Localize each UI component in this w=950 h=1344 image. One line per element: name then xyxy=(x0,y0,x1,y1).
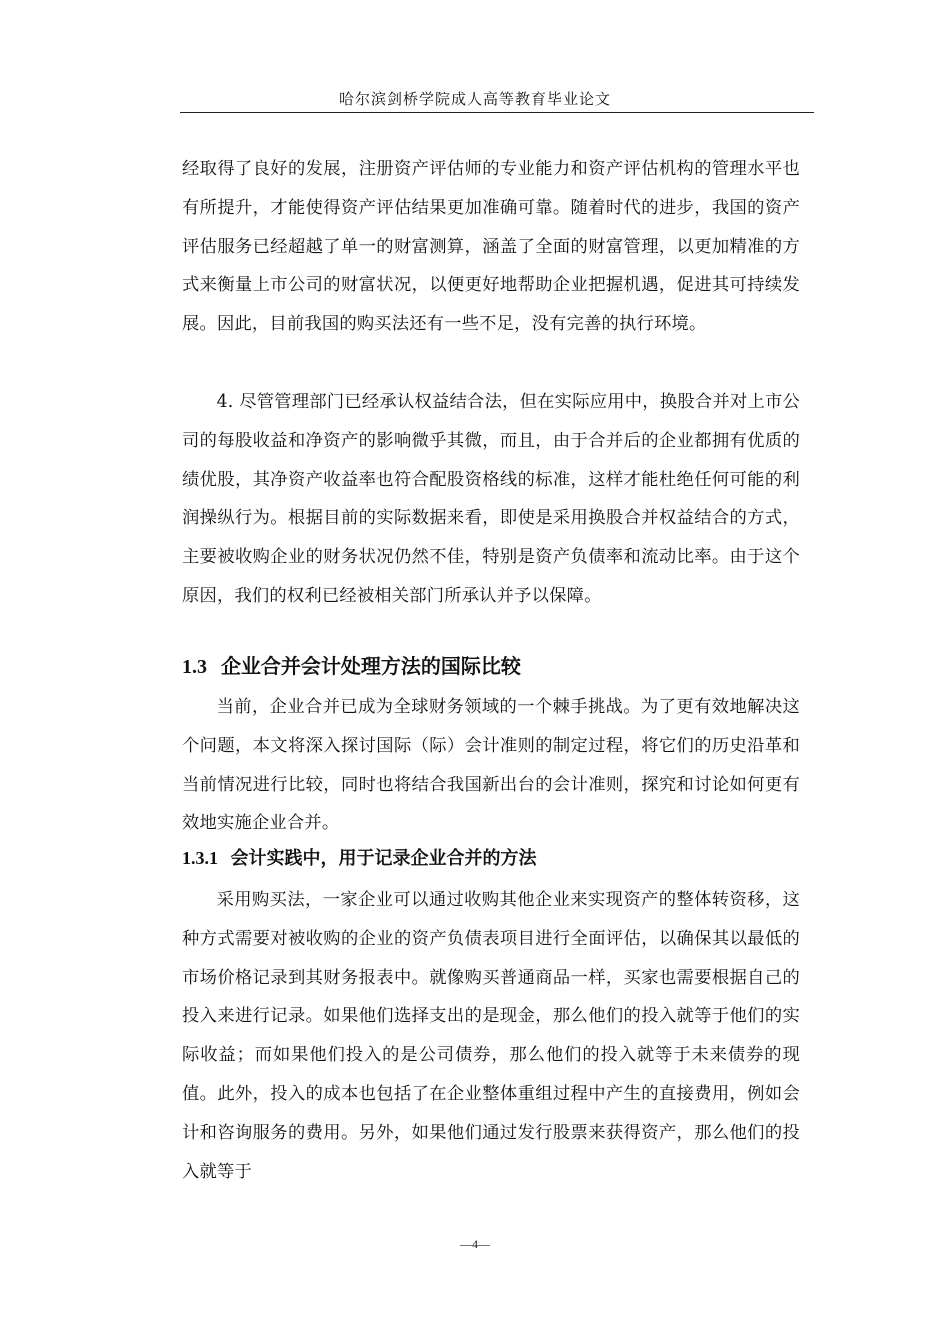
page-header-title: 哈尔滨剑桥学院成人高等教育毕业论文 xyxy=(338,90,611,108)
paragraph-purchase-method: 采用购买法，一家企业可以通过收购其他企业来实现资产的整体转资移，这种方式需要对被收购的企业的资产负债表项目进行全面评估，以确保其以最低的市场价格记录到其财务报表中。就像购买普通商品一样，买家也需要根据自己的投入来进行记录。如果他们选择支出的是现金，那么他们的投入就等于他们的实际收益；而如果他们投入的是公司债券，那么他们的投入就等于未来债券的现值。此外，投入的成本也包括了在企业整体重组过程中产生的直接费用，例如会计和咨询服务的费用。另外，如果他们通过发行股票来获得资产，那么他们的投入就等于 xyxy=(182,890,800,1182)
subsection-heading-1-3-1 xyxy=(182,844,537,870)
paragraph-item-4: 4. 尽管管理部门已经承认权益结合法，但在实际应用中，换股合并对上市公司的每股收益和净资产的影响微乎其微，而且，由于合并后的企业都拥有优质的绩优股，其净资产收益率也符合配股资格线的标准，这样才能杜绝任何可能的利润操纵行为。根据目前的实际数据来看，即使是采用换股合并权益结合的方式，主要被收购企业的财务状况仍然不佳，特别是资产负债率和流动比率。由于这个原因，我们的权利已经被相关部门所承认并予以保障。 xyxy=(182,392,800,606)
paragraph-intro: 当前，企业合并已成为全球财务领域的一个棘手挑战。为了更有效地解决这个问题，本文将深入探讨国际（际）会计准则的制定过程，将它们的历史沿革和当前情况进行比较，同时也将结合我国新出台的会计准则，探究和讨论如何更有效地实施企业合并。 xyxy=(182,697,800,834)
subsection-title: 会计实践中，用于记录企业合并的方法 xyxy=(230,848,537,869)
subsection-number: 1.3.1 xyxy=(182,848,218,868)
page-number: —4— xyxy=(460,1237,490,1251)
header-divider xyxy=(180,112,814,113)
paragraph-continuation: 经取得了良好的发展，注册资产评估师的专业能力和资产评估机构的管理水平也有所提升，才能使得资产评估结果更加准确可靠。随着时代的进步，我国的资产评估服务已经超越了单一的财富测算，涵盖了全面的财富管理，以更加精准的方式来衡量上市公司的财富状况，以便更好地帮助企业把握机遇，促进其可持续发展。因此，目前我国的购买法还有一些不足，没有完善的执行环境。 xyxy=(182,159,800,335)
section-number: 1.3 xyxy=(182,656,207,678)
section-title: 企业合并会计处理方法的国际比较 xyxy=(220,654,521,678)
section-heading-1-3 xyxy=(182,650,521,679)
